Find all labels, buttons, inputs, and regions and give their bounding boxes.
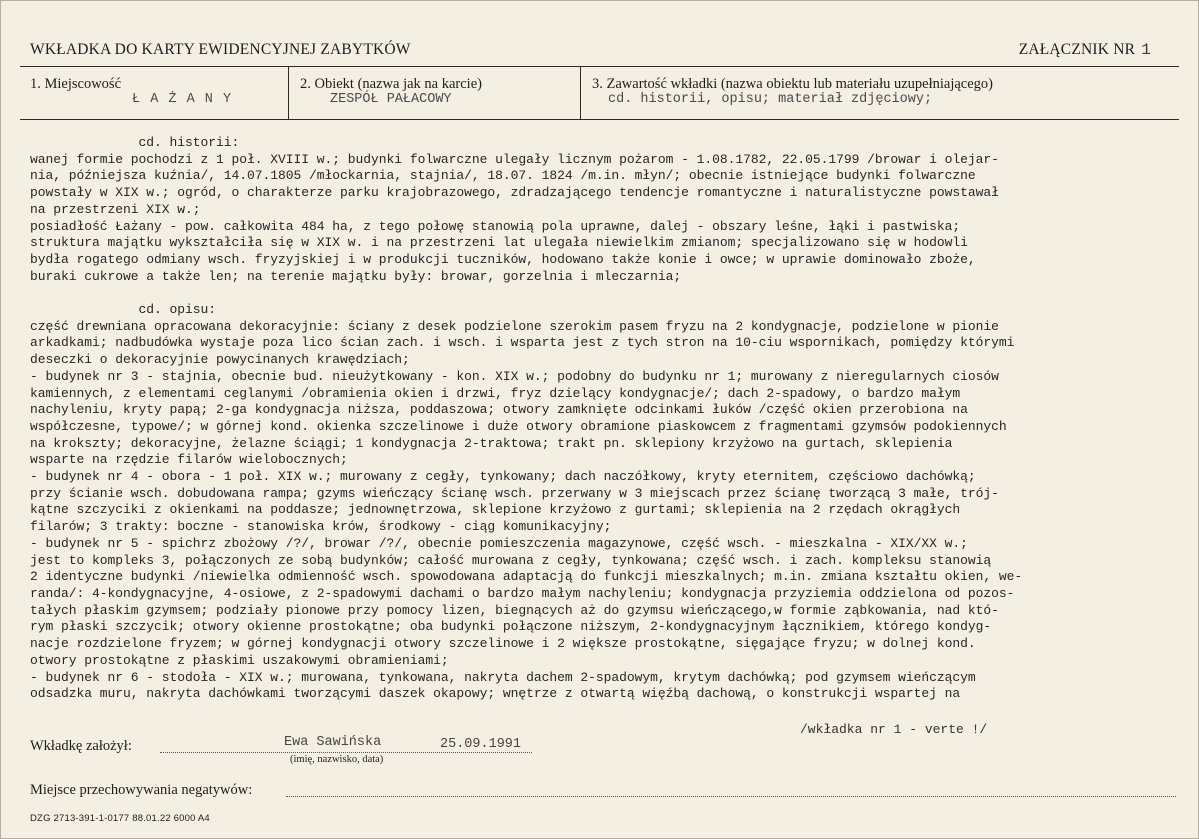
- body-line: deseczki o dekoracyjnie powycinanych krawędziach;: [30, 352, 410, 368]
- body-line: cd. historii:: [30, 135, 240, 150]
- body-line: wsparte na rzędzie filarów wielobocznych;: [30, 452, 348, 468]
- body-line: część drewniana opracowana dekoracyjnie: ściany z desek podzielone szerokim pasem fryzu na 2 kondygnacje, podzielone w pionie: [30, 318, 999, 334]
- author-caption: (imię, nazwisko, data): [290, 754, 384, 765]
- body-line: na przestrzeni XIX w.;: [30, 201, 201, 217]
- attachment-label: ZAŁĄCZNIK NR: [1018, 41, 1136, 58]
- author-label: Wkładkę założył:: [30, 738, 132, 754]
- field-divider-1: [288, 66, 289, 120]
- body-line: jest to kompleks 3, połączonych ze sobą budynków; całość murowana z cegły, tynkowana; część wsch. i zach. kompleksu stanowią: [30, 552, 992, 568]
- locality-label: 1. Miejscowość: [30, 76, 122, 92]
- body-line: - budynek nr 6 - stodoła - XIX w.; murowana, tynkowana, nakryta dachem 2-spadowym, krytym dachówką; pod gzymsem wieńczącym: [30, 669, 976, 685]
- contents-value: cd. historii, opisu; materiał zdjęciowy;: [608, 92, 933, 107]
- body-line: tałych płaskim gzymsem; podziały pionowe przy pomocy lizen, biegnących aż do gzymsu wieńczącego,w formie ząbkowania, nad któ-: [30, 602, 999, 618]
- body-line: randa/: 4-kondygnacyjne, 4-osiowe, z 2-spadowymi dachami o bardzo małym nachyleniu; kondygnacja przyziemia oddzielona od pozos-: [30, 585, 1015, 601]
- author-name: Ewa Sawińska: [284, 735, 382, 750]
- continuation-note: /wkładka nr 1 - verte !/: [800, 722, 988, 737]
- print-code: DZG 2713-391-1-0177 88.01.22 6000 A4: [30, 813, 210, 824]
- attachment-header: [1019, 41, 1151, 59]
- body-line: współczesne, typowe/; w górnej kond. okienka szczelinowe i duże otwory obramione piaskowcem z fragmentami gzymsów podokiennych: [30, 418, 1007, 434]
- header-top-rule: [20, 66, 1179, 67]
- header-bottom-rule: [20, 119, 1179, 120]
- body-line: otwory prostokątne z płaskimi uszakowymi obramieniami;: [30, 652, 449, 668]
- locality-value: Ł A Ż A N Y: [132, 92, 233, 107]
- body-line: kątne szczyciki z okienkami na poddasze; jednownętrzowa, sklepione krzyżowo z gurtami; sklepienia na 2 rzędach okrągłych: [30, 502, 961, 518]
- body-line: rym płaski szczycik; otwory okienne prostokątne; oba budynki połączone niższym, 2-kondygnacyjnym łącznikiem, którego kondyg-: [30, 619, 992, 635]
- body-line: kamiennych, z elementami ceglanymi /obramienia okien i drzwi, fryz dzielący kondygnacje/; dach 2-spadowy, o bardzo małym: [30, 385, 961, 401]
- body-line: struktura majątku wykształciła się w XIX w. i na przestrzeni lat ulegała niewielkim zmianom; specjalizowano się w hodowli: [30, 235, 968, 251]
- body-line: arkadkami; nadbudówka wystaje poza lico ścian zach. i wsch. i wsparta jest z tych stron na 10-ciu wspornikach, pomiędzy którymi: [30, 335, 1015, 351]
- author-dotted-line: [160, 752, 532, 753]
- body-line: - budynek nr 3 - stajnia, obecnie bud. nieużytkowany - kon. XIX w.; podobny do budynku nr 1; murowany z nieregularnych ciosów: [30, 368, 999, 384]
- negatives-dotted-line: [286, 796, 1176, 797]
- body-line: powstały w XIX w.; ogród, o charakterze parku krajobrazowego, zdradzającego tendencje romantyczne i naturalistyczne powstawał: [30, 185, 999, 201]
- form-title: WKŁADKA DO KARTY EWIDENCYJNEJ ZABYTKÓW: [30, 41, 411, 58]
- body-line: - budynek nr 5 - spichrz zbożowy /?/, browar /?/, obecnie pomieszczenia magazynowe, część wsch. - mieszkalna - XIX/XX w.;: [30, 535, 968, 551]
- body-line: [30, 285, 1180, 302]
- body-line: odsadzka muru, nakryta dachówkami tworzącymi daszek okapowy; wnętrze z otwartą więźbą dachową, o konstrukcji wspartej na: [30, 686, 961, 702]
- object-value: ZESPÓŁ PAŁACOWY: [330, 92, 452, 107]
- body-line: nia, późniejsza kuźnia/, 14.07.1805 /młockarnia, stajnia/, 18.07. 1824 /m.in. młyn/; obecnie istniejące budynki folwarczne: [30, 168, 976, 184]
- body-line: przy ścianie wsch. dobudowana rampa; gzyms wieńczący ścianę wsch. przerwany w 3 miejscach przez ścianę tworzącą 3 małe, trój-: [30, 485, 999, 501]
- body-line: 2 identyczne budynki /niewielka odmienność wsch. spowodowana adaptacją do funkcji mieszkalnych; m.in. zmiana kształtu okien, we-: [30, 569, 1023, 585]
- typed-body-text: [30, 135, 1180, 703]
- body-line: wanej formie pochodzi z 1 poł. XVIII w.; budynki folwarczne ulegały licznym pożarom - 1.08.1782, 22.05.1799 /browar i olejar-: [30, 151, 999, 167]
- body-line: na krokszty; dekoracyjne, żelazne ściągi; 1 kondygnacja 2-traktowa; trakt pn. sklepiony krzyżowo na gurtach, sklepienia: [30, 435, 953, 451]
- body-line: nacje rozdzielone fryzem; w górnej kondygnacji otwory szczelinowe i 2 większe prostokątne, sięgające fryzu; w dolnej kond.: [30, 636, 976, 652]
- author-date: 25.09.1991: [440, 737, 522, 752]
- negatives-label: Miejsce przechowywania negatywów:: [30, 782, 253, 798]
- body-line: - budynek nr 4 - obora - 1 poł. XIX w.; murowany z cegły, tynkowany; dach naczółkowy, kryty eternitem, częściowo dachówką;: [30, 469, 976, 485]
- contents-label: 3. Zawartość wkładki (nazwa obiektu lub materiału uzupełniającego): [592, 76, 994, 92]
- attachment-number: 1: [1141, 41, 1151, 59]
- body-line: buraki cukrowe a także len; na terenie majątku były: browar, gorzelnia i mleczarnia;: [30, 268, 682, 284]
- body-line: bydła rogatego odmiany wsch. fryzyjskiej i w produkcji tuczników, hodowano także konie i owce; w uprawie dominowało zboże,: [30, 251, 976, 267]
- body-line: cd. opisu:: [30, 302, 217, 318]
- body-line: posiadłość Łażany - pow. całkowita 484 ha, z tego połowę stanowią pola uprawne, dalej - obszary leśne, łąki i pastwiska;: [30, 218, 961, 234]
- field-divider-2: [580, 66, 581, 120]
- body-line: filarów; 3 trakty: boczne - stanowiska krów, środkowy - ciąg komunikacyjny;: [30, 519, 612, 535]
- object-label: 2. Obiekt (nazwa jak na karcie): [300, 76, 482, 92]
- body-line: nachyleniu, kryty papą; 2-ga kondygnacja niższa, poddaszowa; otwory zamknięte odcinkami łuków /część okien przerobiona na: [30, 402, 968, 418]
